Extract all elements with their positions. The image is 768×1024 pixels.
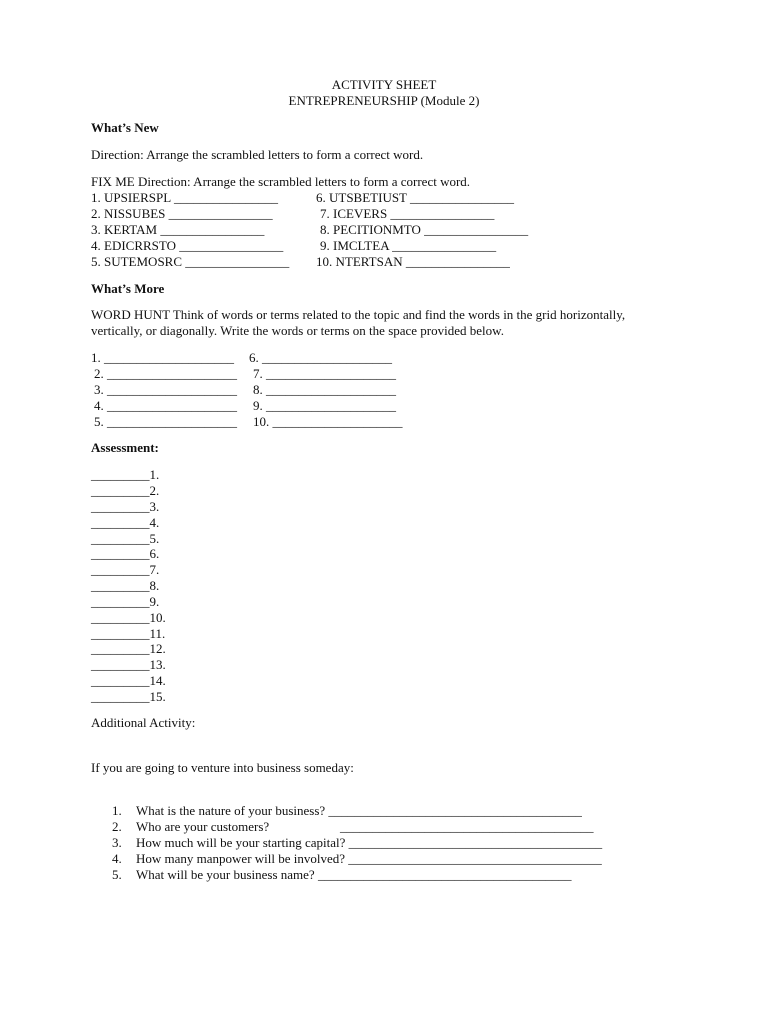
question-1: What is the nature of your business? _______________________________________	[136, 803, 582, 818]
scramble-item-7: 7. ICEVERS ________________	[320, 206, 495, 221]
word-blank-8: 8. ____________________	[253, 382, 396, 397]
assessment-item-6: _________6.	[91, 546, 160, 561]
question-number-1: 1.	[112, 803, 122, 818]
assessment-item-8: _________8.	[91, 578, 160, 593]
fix-me-direction: FIX ME Direction: Arrange the scrambled letters to form a correct word.	[91, 174, 471, 189]
question-number-4: 4.	[112, 851, 122, 866]
word-blank-3: 3. ____________________	[94, 382, 237, 397]
word-blank-9: 9. ____________________	[253, 398, 396, 413]
scramble-item-8: 8. PECITIONMTO ________________	[320, 222, 529, 237]
additional-activity-heading: Additional Activity:	[91, 715, 196, 730]
scramble-item-5: 5. SUTEMOSRC ________________	[91, 254, 290, 269]
assessment-item-14: _________14.	[91, 673, 166, 688]
word-blank-7: 7. ____________________	[253, 366, 396, 381]
scramble-item-4: 4. EDICRRSTO ________________	[91, 238, 284, 253]
assessment-item-1: _________1.	[91, 467, 160, 482]
scramble-item-1: 1. UPSIERSPL ________________	[91, 190, 278, 205]
question-number-3: 3.	[112, 835, 122, 850]
sheet-subtitle: ENTREPRENEURSHIP (Module 2)	[288, 93, 480, 108]
whats-new-direction: Direction: Arrange the scrambled letters to form a correct word.	[91, 147, 424, 162]
assessment-item-9: _________9.	[91, 594, 160, 609]
question-2: Who are your customers?	[136, 819, 270, 834]
question-2-blank: _______________________________________	[340, 819, 594, 834]
question-number-2: 2.	[112, 819, 122, 834]
whats-more-heading: What’s More	[91, 281, 165, 296]
scramble-item-10: 10. NTERTSAN ________________	[316, 254, 510, 269]
word-blank-5: 5. ____________________	[94, 414, 237, 429]
word-blank-1: 1. ____________________	[91, 350, 234, 365]
scramble-item-6: 6. UTSBETIUST ________________	[316, 190, 515, 205]
question-number-5: 5.	[112, 867, 122, 882]
sheet-title: ACTIVITY SHEET	[331, 77, 437, 92]
assessment-item-11: _________11.	[91, 626, 166, 641]
whats-new-heading: What’s New	[91, 120, 159, 135]
assessment-item-2: _________2.	[91, 483, 160, 498]
question-5: What will be your business name? _______________________________________	[136, 867, 572, 882]
scramble-item-3: 3. KERTAM ________________	[91, 222, 265, 237]
word-blank-4: 4. ____________________	[94, 398, 237, 413]
assessment-item-4: _________4.	[91, 515, 160, 530]
word-blank-10: 10. ____________________	[253, 414, 403, 429]
assessment-item-3: _________3.	[91, 499, 160, 514]
word-hunt-instruction-line1: WORD HUNT Think of words or terms related to the topic and find the words in the grid horizontally,	[91, 307, 626, 322]
question-4: How many manpower will be involved? _______________________________________	[136, 851, 602, 866]
question-3: How much will be your starting capital? _______________________________________	[136, 835, 603, 850]
word-blank-2: 2. ____________________	[94, 366, 237, 381]
word-blank-6: 6. ____________________	[249, 350, 392, 365]
assessment-item-13: _________13.	[91, 657, 166, 672]
assessment-item-10: _________10.	[91, 610, 166, 625]
word-hunt-instruction-line2: vertically, or diagonally. Write the words or terms on the space provided below.	[91, 323, 504, 338]
assessment-item-12: _________12.	[91, 641, 166, 656]
assessment-item-15: _________15.	[91, 689, 166, 704]
scramble-item-2: 2. NISSUBES ________________	[91, 206, 273, 221]
assessment-heading: Assessment:	[91, 440, 159, 455]
assessment-item-7: _________7.	[91, 562, 160, 577]
assessment-item-5: _________5.	[91, 531, 160, 546]
scramble-item-9: 9. IMCLTEA ________________	[320, 238, 497, 253]
additional-activity-intro: If you are going to venture into business someday:	[91, 760, 354, 775]
